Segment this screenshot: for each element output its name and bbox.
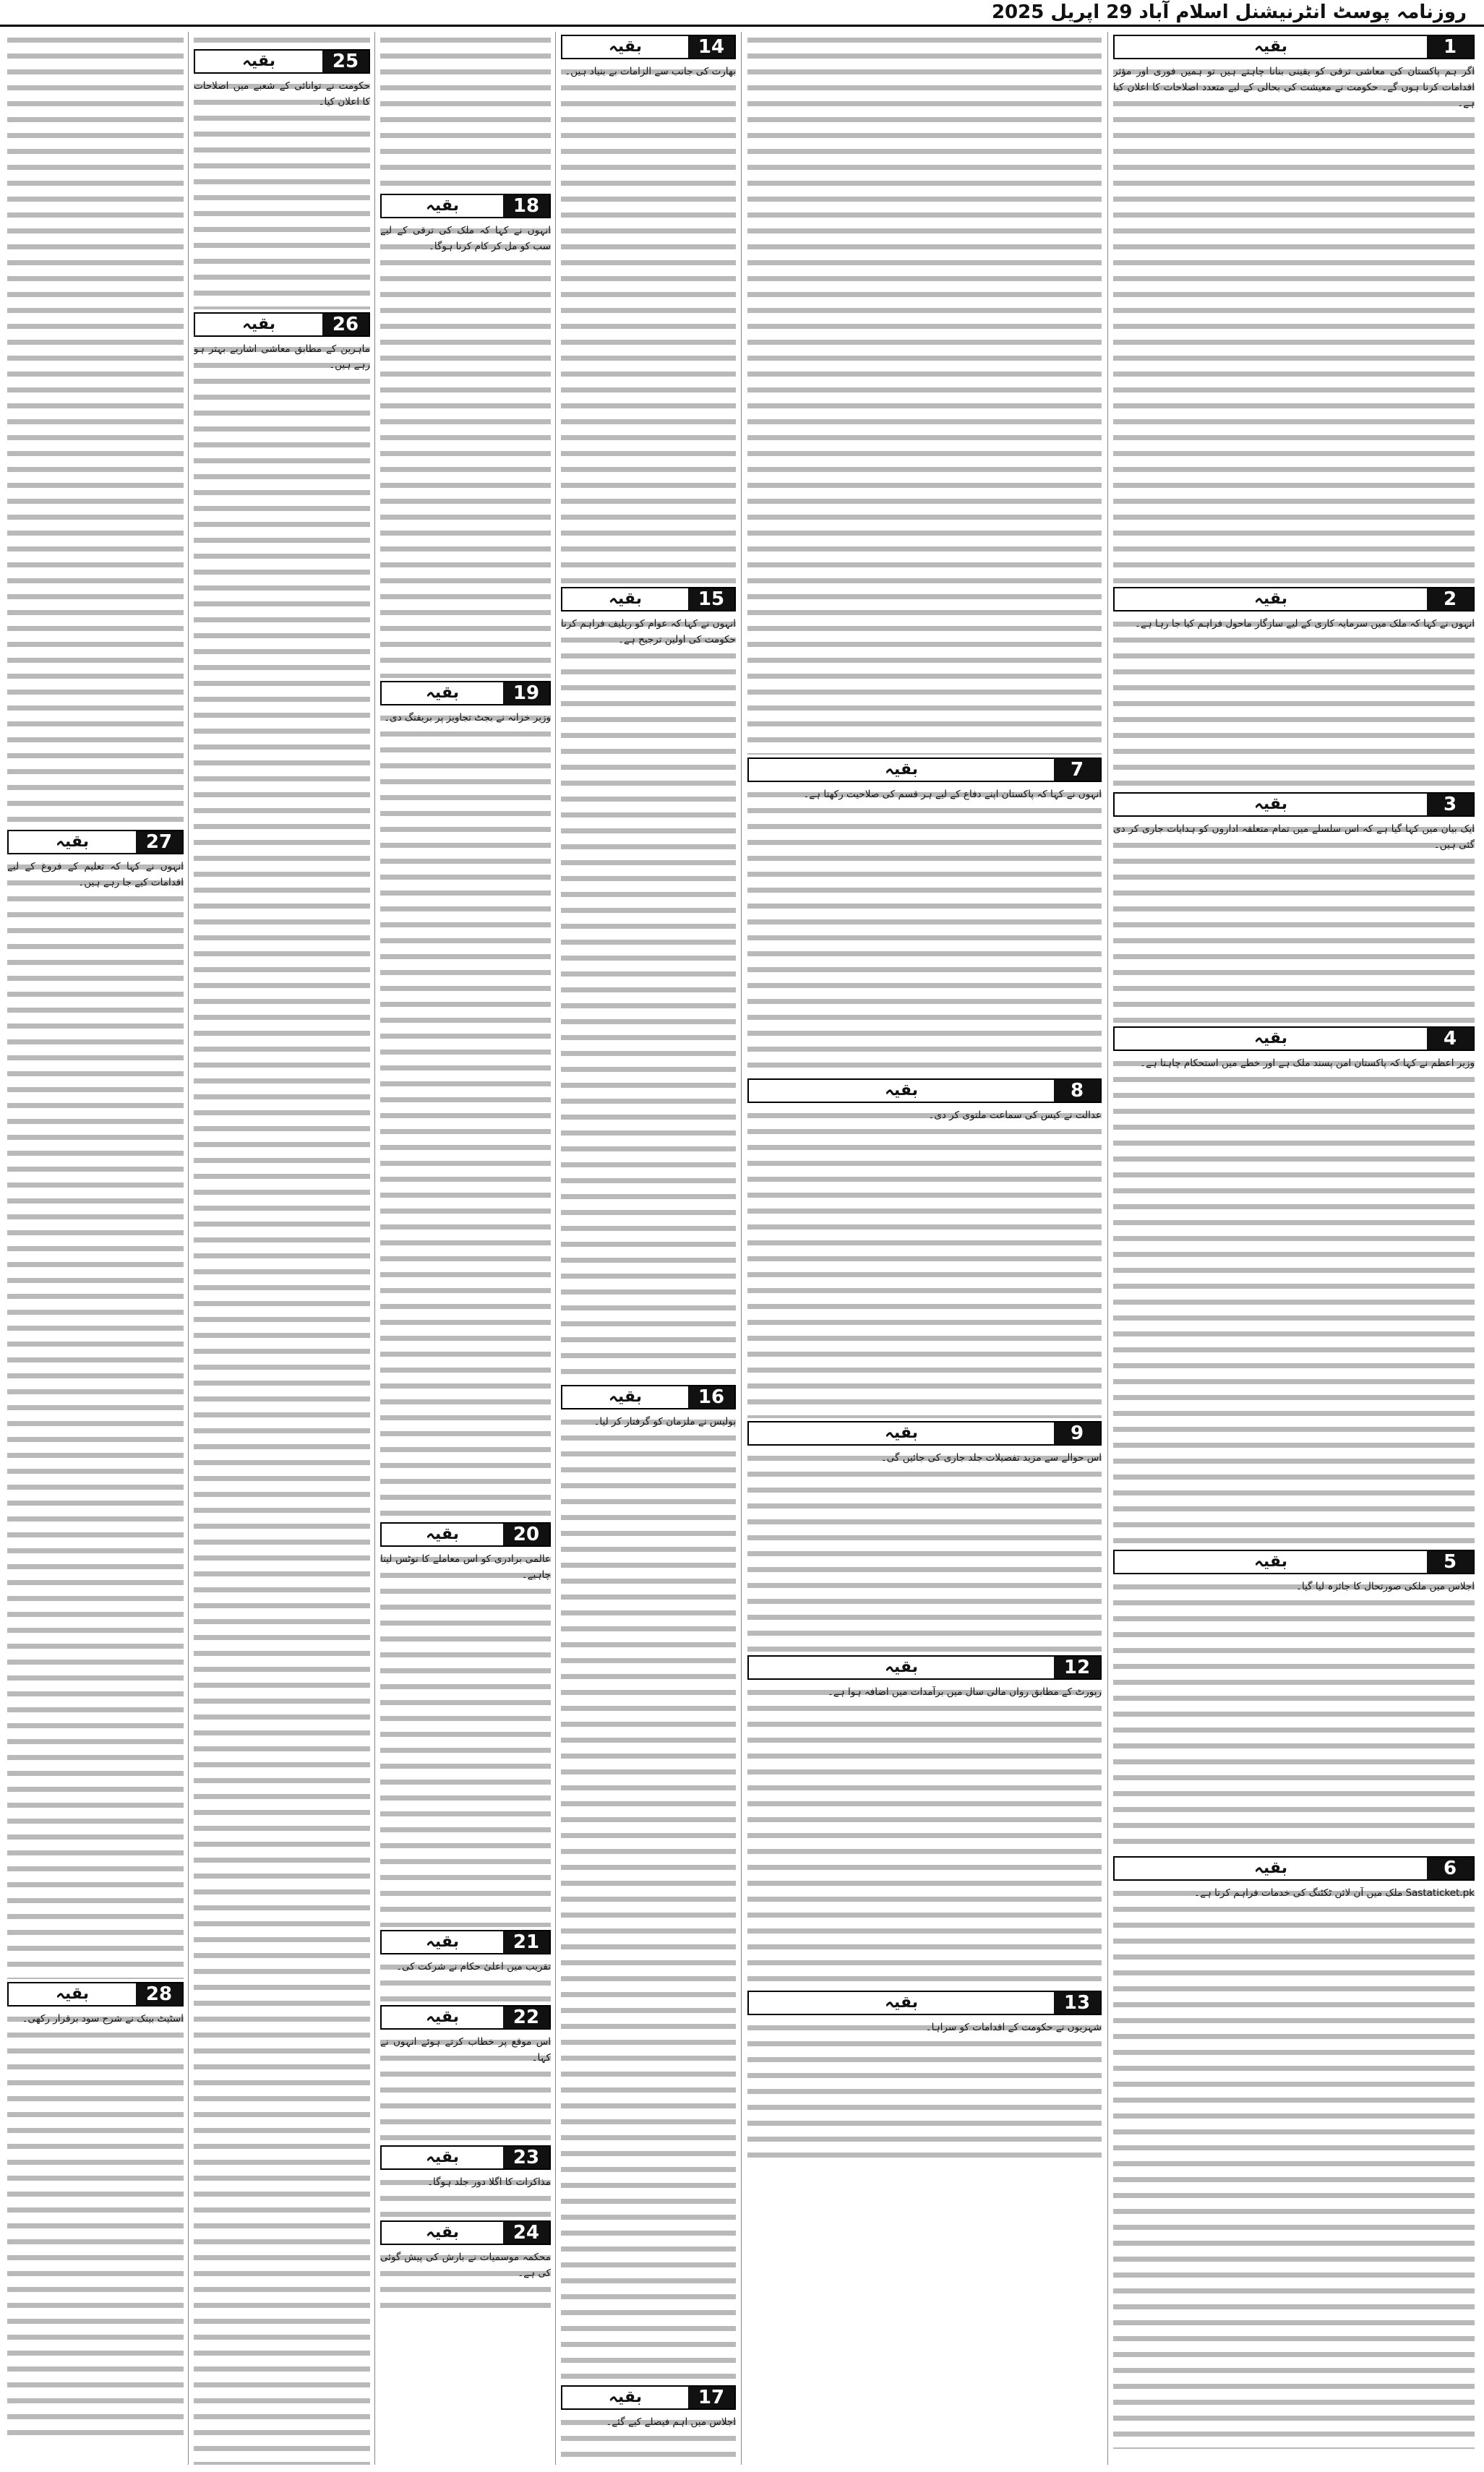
section-17 xyxy=(561,2385,736,2458)
column-divider xyxy=(741,32,742,2465)
section-body: تقریب میں اعلیٰ حکام نے شرکت کی۔ xyxy=(380,1959,551,2002)
section-number: 9 xyxy=(1054,1422,1100,1444)
section-14 xyxy=(561,35,736,584)
section-body: اس موقع پر خطاب کرتے ہوئے انہوں نے کہا۔ xyxy=(380,2034,551,2142)
section-label: بقیہ xyxy=(426,2223,459,2241)
column-divider xyxy=(1107,32,1108,2465)
section-label: بقیہ xyxy=(426,684,459,702)
section-label: بقیہ xyxy=(56,1985,89,2003)
section-body: بھارت کی جانب سے الزامات بے بنیاد ہیں۔ xyxy=(561,64,736,584)
section-13 xyxy=(747,1991,1102,2164)
section-body: حکومت نے توانائی کے شعبے میں اصلاحات کا اعلان کیا۔ xyxy=(194,78,370,309)
section-header xyxy=(7,1982,184,2007)
section-15 xyxy=(561,587,736,1382)
section-header xyxy=(1113,1550,1475,1574)
section-number: 4 xyxy=(1427,1028,1473,1050)
section-label: بقیہ xyxy=(885,1994,918,2012)
section-label: بقیہ xyxy=(426,197,459,215)
section-number: 21 xyxy=(503,1931,549,1953)
section-number: 26 xyxy=(322,314,369,335)
section-body: اجلاس میں ملکی صورتحال کا جائزہ لیا گیا۔ xyxy=(1113,1579,1475,1853)
column-divider xyxy=(374,32,375,2465)
section-number: 6 xyxy=(1427,1858,1473,1879)
section-body: پولیس نے ملزمان کو گرفتار کر لیا۔ xyxy=(561,1414,736,2382)
section-18 xyxy=(380,194,551,678)
section-header xyxy=(380,2145,551,2170)
section-number: 5 xyxy=(1427,1551,1473,1573)
section-number: 19 xyxy=(503,682,549,704)
section-number: 1 xyxy=(1427,36,1473,58)
section-1 xyxy=(1113,35,1475,584)
section-25 xyxy=(194,49,370,309)
section-number: 25 xyxy=(322,51,369,72)
section-header xyxy=(1113,792,1475,817)
section-header xyxy=(747,1655,1102,1680)
section-12 xyxy=(747,1655,1102,1988)
section-number: 22 xyxy=(503,2007,549,2028)
section-label: بقیہ xyxy=(609,1388,642,1406)
section-header xyxy=(380,681,551,705)
column-5 xyxy=(194,32,370,2465)
section-9 xyxy=(747,1421,1102,1652)
section-header xyxy=(380,2005,551,2030)
section-body: مذاکرات کا اگلا دور جلد ہوگا۔ xyxy=(380,2174,551,2218)
column-4 xyxy=(380,32,551,2465)
section-label: بقیہ xyxy=(1254,1859,1287,1877)
section-header xyxy=(1113,35,1475,59)
section-label: بقیہ xyxy=(426,1525,459,1543)
section-body: عالمی برادری کو اس معاملے کا نوٹس لینا چاہیے۔ xyxy=(380,1551,551,1927)
section-label: بقیہ xyxy=(1254,38,1287,56)
section-label: بقیہ xyxy=(609,38,642,56)
section-body: انہوں نے کہا کہ تعلیم کے فروغ کے لیے اقدامات کیے جا رہے ہیں۔ xyxy=(7,859,184,1979)
section-header xyxy=(747,758,1102,782)
section-header xyxy=(194,312,370,337)
section-label: بقیہ xyxy=(885,760,918,778)
section-5 xyxy=(1113,1550,1475,1853)
section-label: بقیہ xyxy=(609,590,642,608)
section-number: 14 xyxy=(688,36,734,58)
section-body: اسٹیٹ بینک نے شرح سود برقرار رکھی۔ xyxy=(7,2011,184,2445)
section-label: بقیہ xyxy=(242,315,275,333)
section-number: 17 xyxy=(688,2387,734,2408)
continued-text xyxy=(747,32,1102,755)
masthead xyxy=(0,0,1484,27)
section-body: Sastaticket.pk ملک میں آن لائن ٹکٹنگ کی خدمات فراہم کرتا ہے۔ xyxy=(1113,1885,1475,2449)
section-number: 18 xyxy=(503,195,549,217)
section-label: بقیہ xyxy=(1254,1029,1287,1047)
section-header xyxy=(747,1421,1102,1446)
section-body: انہوں نے کہا کہ ملک کی ترقی کے لیے سب کو مل کر کام کرنا ہوگا۔ xyxy=(380,223,551,678)
section-header xyxy=(380,2220,551,2245)
section-label: بقیہ xyxy=(56,833,89,851)
section-body: انہوں نے کہا کہ عوام کو ریلیف فراہم کرنا حکومت کی اولین ترجیح ہے۔ xyxy=(561,616,736,1382)
section-number: 8 xyxy=(1054,1080,1100,1102)
section-header xyxy=(7,830,184,854)
section-3 xyxy=(1113,792,1475,1023)
section-21 xyxy=(380,1930,551,2002)
section-header xyxy=(561,35,736,59)
section-body: اگر ہم پاکستان کی معاشی ترقی کو یقینی بنانا چاہتے ہیں تو ہمیں فوری اور مؤثر اقدامات کرنا ہوں گے۔ حکومت نے معیشت کی بحالی کے لیے متعدد اصلاحات کا اعلان کیا ہے۔ xyxy=(1113,64,1475,584)
section-header xyxy=(561,587,736,611)
section-23 xyxy=(380,2145,551,2218)
section-number: 20 xyxy=(503,1524,549,1545)
section-number: 13 xyxy=(1054,1992,1100,2014)
section-number: 7 xyxy=(1054,759,1100,781)
section-body: ایک بیان میں کہا گیا ہے کہ اس سلسلے میں تمام متعلقہ اداروں کو ہدایات جاری کر دی گئی ہیں۔ xyxy=(1113,821,1475,1023)
section-8 xyxy=(747,1078,1102,1418)
section-4 xyxy=(1113,1026,1475,1547)
section-body: شہریوں نے حکومت کے اقدامات کو سراہا۔ xyxy=(747,2020,1102,2164)
section-label: بقیہ xyxy=(885,1658,918,1676)
section-label: بقیہ xyxy=(426,2008,459,2026)
section-6 xyxy=(1113,1856,1475,2449)
section-label: بقیہ xyxy=(1254,590,1287,608)
section-26 xyxy=(194,312,370,2465)
section-number: 28 xyxy=(136,1983,182,2005)
section-header xyxy=(1113,587,1475,611)
section-header xyxy=(747,1078,1102,1103)
section-body: عدالت نے کیس کی سماعت ملتوی کر دی۔ xyxy=(747,1107,1102,1418)
section-header xyxy=(380,194,551,218)
section-number: 12 xyxy=(1054,1657,1100,1678)
masthead-title: روزنامہ پوسٹ انٹرنیشنل اسلام آباد 29 اپریل 2025 xyxy=(991,1,1467,23)
section-body: اس حوالے سے مزید تفصیلات جلد جاری کی جائیں گی۔ xyxy=(747,1450,1102,1652)
section-header xyxy=(561,1385,736,1409)
section-header xyxy=(1113,1026,1475,1051)
section-number: 16 xyxy=(688,1386,734,1408)
section-label: بقیہ xyxy=(426,2148,459,2166)
section-header xyxy=(194,49,370,74)
column-6 xyxy=(7,32,184,2465)
section-label: بقیہ xyxy=(885,1081,918,1099)
column-2 xyxy=(747,32,1102,2465)
section-2 xyxy=(1113,587,1475,789)
continued-text xyxy=(194,32,370,46)
section-16 xyxy=(561,1385,736,2382)
section-27 xyxy=(7,830,184,1979)
section-body: وزیر اعظم نے کہا کہ پاکستان امن پسند ملک ہے اور خطے میں استحکام چاہتا ہے۔ xyxy=(1113,1055,1475,1547)
section-label: بقیہ xyxy=(885,1424,918,1442)
section-body: ماہرین کے مطابق معاشی اشاریے بہتر ہو رہے ہیں۔ xyxy=(194,341,370,2465)
section-20 xyxy=(380,1522,551,1927)
section-number: 2 xyxy=(1427,588,1473,610)
section-header xyxy=(380,1930,551,1954)
section-header xyxy=(380,1522,551,1547)
section-28 xyxy=(7,1982,184,2445)
continued-text xyxy=(7,32,184,827)
section-number: 27 xyxy=(136,831,182,853)
section-7 xyxy=(747,758,1102,1076)
column-divider xyxy=(188,32,189,2465)
section-label: بقیہ xyxy=(1254,1553,1287,1571)
section-number: 3 xyxy=(1427,794,1473,815)
section-body: رپورٹ کے مطابق رواں مالی سال میں برآمدات میں اضافہ ہوا ہے۔ xyxy=(747,1684,1102,1988)
section-label: بقیہ xyxy=(426,1933,459,1951)
section-number: 23 xyxy=(503,2147,549,2168)
column-divider xyxy=(555,32,556,2465)
section-header xyxy=(747,1991,1102,2015)
section-body: انہوں نے کہا کہ پاکستان اپنے دفاع کے لیے ہر قسم کی صلاحیت رکھتا ہے۔ xyxy=(747,786,1102,1076)
section-header xyxy=(1113,1856,1475,1881)
section-label: بقیہ xyxy=(1254,795,1287,813)
section-24 xyxy=(380,2220,551,2314)
section-body: محکمہ موسمیات نے بارش کی پیش گوئی کی ہے۔ xyxy=(380,2249,551,2314)
section-label: بقیہ xyxy=(242,52,275,70)
section-body: انہوں نے کہا کہ ملک میں سرمایہ کاری کے لیے سازگار ماحول فراہم کیا جا رہا ہے۔ xyxy=(1113,616,1475,789)
section-19 xyxy=(380,681,551,1519)
section-label: بقیہ xyxy=(609,2388,642,2406)
section-body: وزیر خزانہ نے بجٹ تجاویز پر بریفنگ دی۔ xyxy=(380,710,551,1519)
section-header xyxy=(561,2385,736,2410)
column-3 xyxy=(561,32,736,2465)
section-number: 24 xyxy=(503,2222,549,2244)
column-1 xyxy=(1113,32,1475,2465)
section-22 xyxy=(380,2005,551,2142)
section-number: 15 xyxy=(688,588,734,610)
continued-text xyxy=(380,32,551,191)
section-body: اجلاس میں اہم فیصلے کیے گئے۔ xyxy=(561,2414,736,2458)
